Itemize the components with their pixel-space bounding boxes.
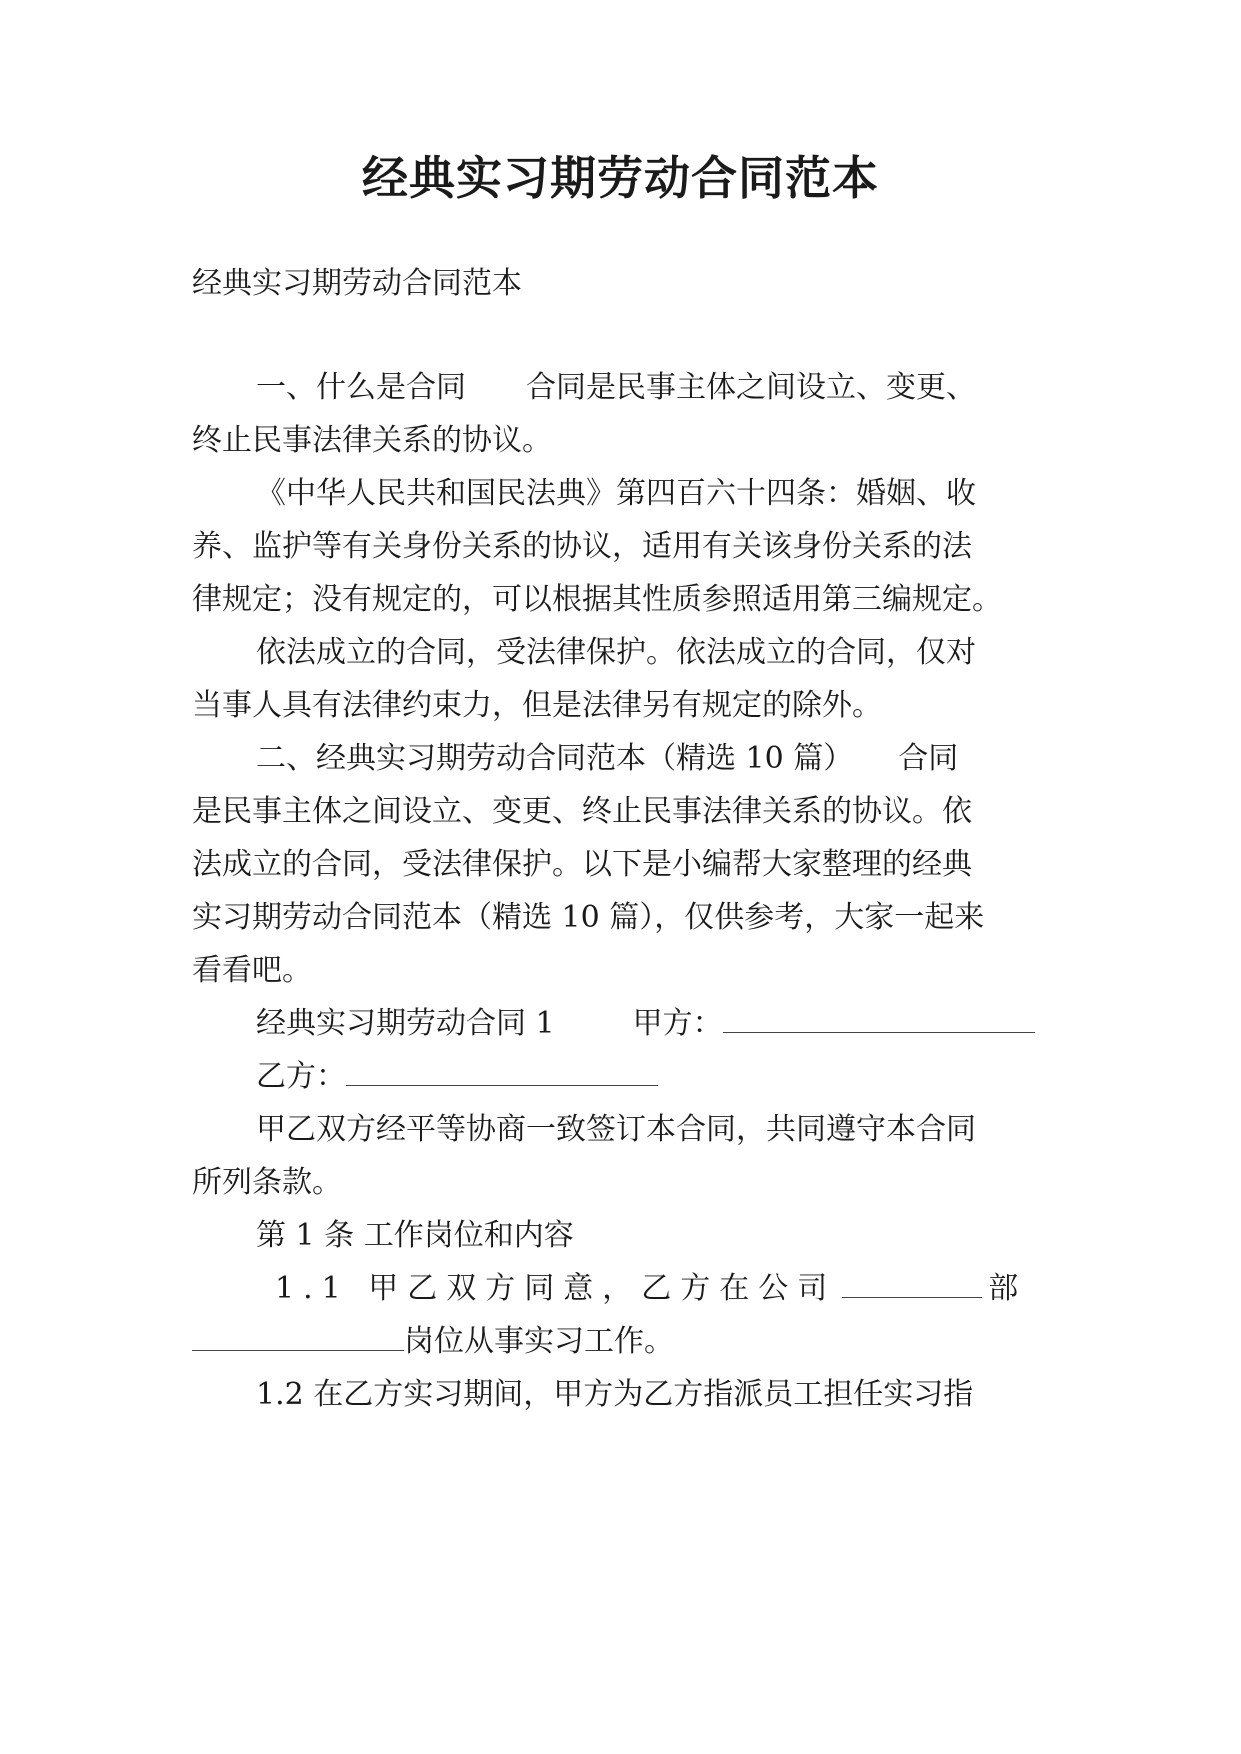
paragraph-line: 依法成立的合同，受法律保护。依法成立的合同，仅对: [256, 635, 976, 670]
paragraph-line: 所列条款。: [192, 1165, 342, 1200]
paragraph-line: 当事人具有法律约束力，但是法律另有规定的除外。: [192, 688, 882, 723]
paragraph-line: 终止民事法律关系的协议。: [192, 423, 552, 458]
paragraph-line: 律规定；没有规定的，可以根据其性质参照适用第三编规定。: [192, 582, 1002, 617]
paragraph-line: 法成立的合同，受法律保护。以下是小编帮大家整理的经典: [192, 847, 972, 882]
clause-1-1-dept: 部: [988, 1271, 1028, 1306]
clause-1-1-line: [275, 1269, 1027, 1309]
clause-1-1-position: 岗位从事实习工作。: [404, 1324, 674, 1359]
party-b-blank: [346, 1057, 658, 1086]
paragraph-line: 看看吧。: [192, 953, 312, 988]
document-title: 经典实习期劳动合同范本: [362, 151, 879, 205]
party-b-label: 乙方：: [256, 1059, 346, 1094]
department-blank: [842, 1269, 982, 1298]
paragraph-line: 《中华人民共和国民法典》第四百六十四条：婚姻、收: [256, 476, 976, 511]
party-a-blank: [723, 1004, 1035, 1033]
clause-1-1-cont-line: [192, 1322, 674, 1362]
paragraph-line: 1.2 在乙方实习期间，甲方为乙方指派员工担任实习指: [256, 1377, 974, 1412]
position-blank: [192, 1322, 404, 1351]
paragraph-line: 一、什么是合同 合同是民事主体之间设立、变更、: [256, 370, 976, 405]
paragraph-line: 养、监护等有关身份关系的协议，适用有关该身份关系的法: [192, 529, 972, 564]
clause-1-1-text: 1.1 甲乙双方同意，乙方在公司: [275, 1271, 837, 1306]
contract-heading-line: [256, 1004, 1035, 1044]
paragraph-line: 实习期劳动合同范本（精选 10 篇），仅供参考，大家一起来: [192, 900, 985, 935]
party-b-line: [256, 1057, 658, 1097]
paragraph-line: 二、经典实习期劳动合同范本（精选 10 篇） 合同: [256, 741, 959, 776]
paragraph-line: 甲乙双方经平等协商一致签订本合同，共同遵守本合同: [256, 1112, 976, 1147]
article-heading: 第 1 条 工作岗位和内容: [256, 1218, 574, 1253]
contract-heading: 经典实习期劳动合同 1: [256, 1006, 555, 1041]
party-a-label: 甲方：: [632, 1006, 723, 1041]
paragraph-line: 是民事主体之间设立、变更、终止民事法律关系的协议。依: [192, 794, 972, 829]
document-subtitle: 经典实习期劳动合同范本: [192, 266, 522, 301]
